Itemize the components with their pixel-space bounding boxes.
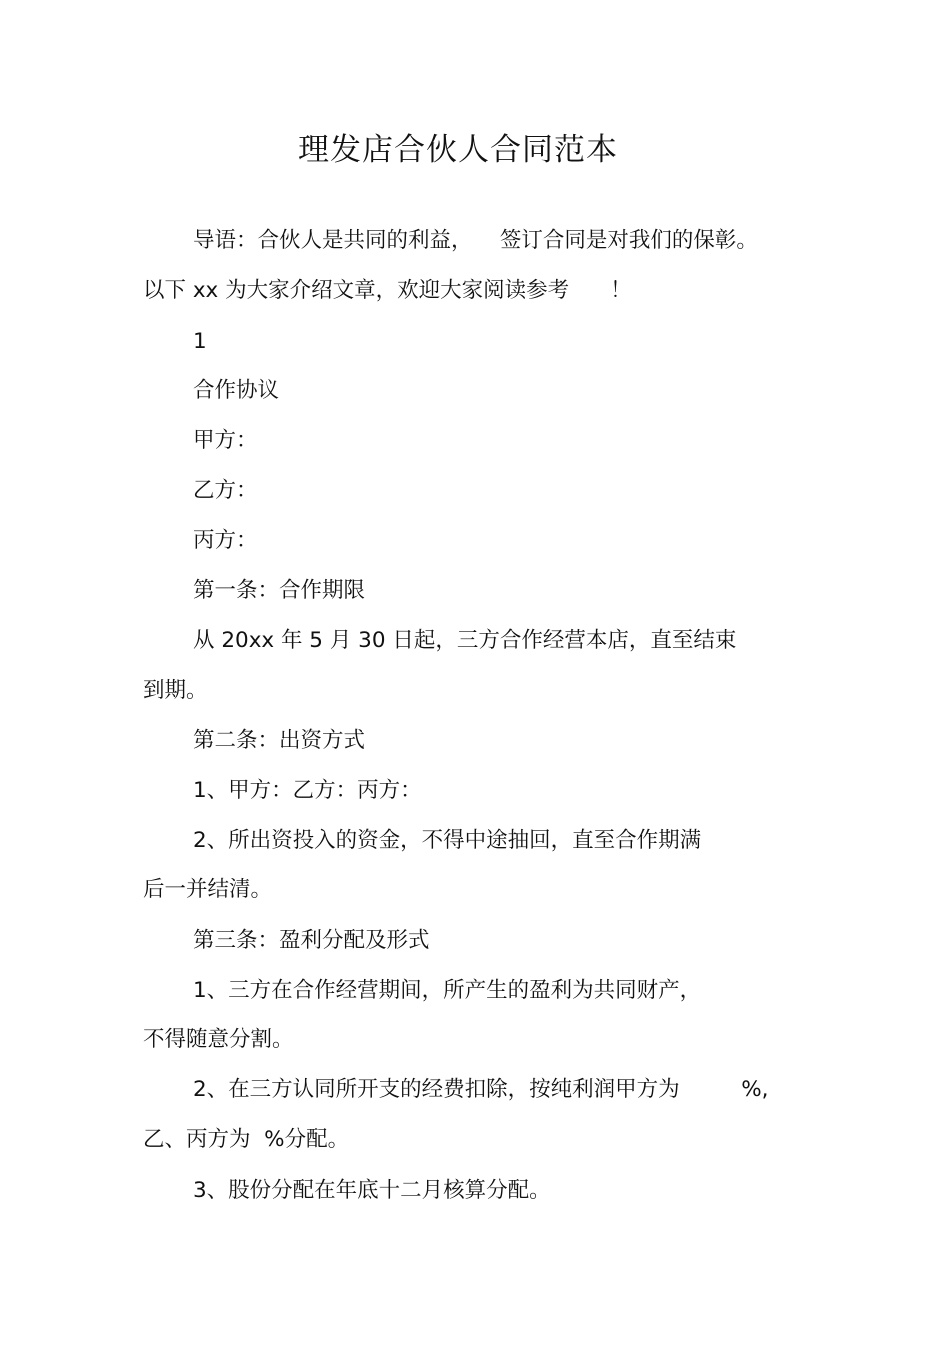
article-3-item-1-line-2: 不得随意分割。 xyxy=(143,1027,294,1052)
paragraph-intro-line-1: 导语：合伙人是共同的利益， 签订合同是对我们的保彰。 xyxy=(193,228,758,253)
section-number: 1 xyxy=(193,329,207,354)
article-3-item-2-line-1: 2、在三方认同所开支的经费扣除，按纯利润甲方为 %, xyxy=(193,1077,769,1102)
article-1-heading: 第一条：合作期限 xyxy=(193,578,366,603)
article-2-heading: 第二条：出资方式 xyxy=(193,728,366,753)
document-title: 理发店合伙人合同范本 xyxy=(298,132,618,168)
party-a-label: 甲方： xyxy=(193,428,258,453)
party-c-label: 丙方： xyxy=(193,528,258,553)
article-1-text-line-1: 从 20xx 年 5 月 30 日起，三方合作经营本店，直至结束 xyxy=(193,628,737,653)
article-2-item-2-line-2: 后一并结清。 xyxy=(143,877,273,902)
article-3-item-1-line-1: 1、三方在合作经营期间，所产生的盈利为共同财产， xyxy=(193,978,702,1003)
article-3-heading: 第三条：盈利分配及形式 xyxy=(193,928,430,953)
paragraph-intro-line-2: 以下 xx 为大家介绍文章，欢迎大家阅读参考 ！ xyxy=(143,278,632,303)
article-2-item-1: 1、甲方：乙方：丙方： xyxy=(193,778,422,803)
article-2-item-2-line-1: 2、所出资投入的资金，不得中途抽回，直至合作期满 xyxy=(193,828,702,853)
article-3-item-2-line-2: 乙、丙方为 %分配。 xyxy=(143,1127,350,1152)
article-3-item-3: 3、股份分配在年底十二月核算分配。 xyxy=(193,1178,551,1203)
party-b-label: 乙方： xyxy=(193,478,258,503)
agreement-heading: 合作协议 xyxy=(193,378,280,403)
article-1-text-line-2: 到期。 xyxy=(143,678,208,703)
